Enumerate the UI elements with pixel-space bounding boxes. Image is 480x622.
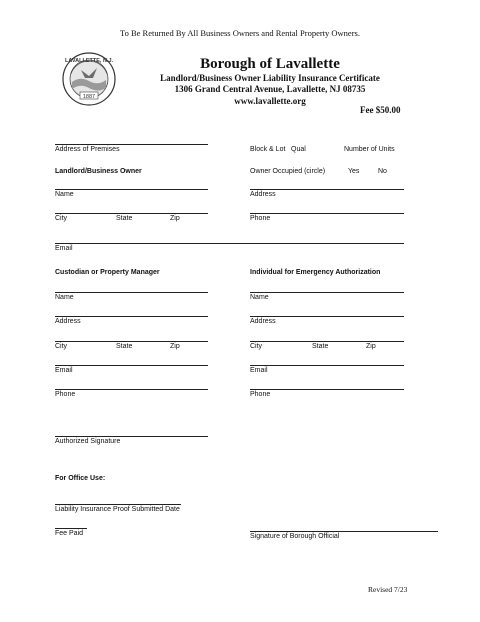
authorized-signature-line[interactable] [55,436,208,437]
owner-city-line[interactable] [55,213,208,214]
owner-email-line[interactable] [55,243,404,244]
emergency-city-line[interactable] [250,341,404,342]
custodian-name-label: Name [55,294,74,301]
proof-date-label: Liability Insurance Proof Submitted Date [55,506,180,513]
owner-name-label: Name [55,191,74,198]
custodian-zip-label: Zip [170,343,180,350]
address-of-premises-label: Address of Premises [55,146,120,153]
official-signature-line[interactable] [250,531,438,532]
owner-occupied-yes[interactable]: Yes [348,168,360,175]
custodian-phone-line[interactable] [55,389,208,390]
office-use-heading: For Office Use: [55,475,106,482]
revised-date: Revised 7/23 [368,585,408,594]
authorized-signature-label: Authorized Signature [55,438,121,445]
emergency-state-label: State [312,343,329,350]
borough-seal-logo [62,52,116,106]
custodian-heading: Custodian or Property Manager [55,269,160,276]
emergency-phone-line[interactable] [250,389,404,390]
emergency-email-line[interactable] [250,365,404,366]
emergency-address-label: Address [250,318,276,325]
emergency-address-line[interactable] [250,316,404,317]
emergency-heading: Individual for Emergency Authorization [250,269,381,276]
svg-text:LAVALLETTE, N.J.: LAVALLETTE, N.J. [64,58,114,64]
custodian-state-label: State [116,343,133,350]
owner-email-label: Email [55,245,73,252]
custodian-city-line[interactable] [55,341,208,342]
custodian-address-label: Address [55,318,81,325]
owner-phone-label: Phone [250,215,271,222]
svg-text:1887: 1887 [82,94,96,100]
number-of-units-label: Number of Units [344,146,395,153]
custodian-address-line[interactable] [55,316,208,317]
owner-heading: Landlord/Business Owner [55,168,142,175]
fee-paid-label: Fee Paid [55,530,84,537]
proof-date-line[interactable] [55,504,181,505]
emergency-name-label: Name [250,294,269,301]
form-title: Borough of Lavallette [200,56,340,72]
owner-address-label: Address [250,191,276,198]
custodian-email-line[interactable] [55,365,208,366]
emergency-phone-label: Phone [250,391,271,398]
official-signature-label: Signature of Borough Official [250,533,340,540]
owner-phone-line[interactable] [250,213,404,214]
form-subtitle: Landlord/Business Owner Liability Insurance Certificate [160,73,380,83]
owner-city-label: City [55,215,68,222]
emergency-email-label: Email [250,367,268,374]
owner-occupied-label: Owner Occupied (circle) [250,168,326,175]
custodian-city-label: City [55,343,68,350]
top-note: To Be Returned By All Business Owners and Rental Property Owners. [120,28,360,38]
emergency-city-label: City [250,343,263,350]
qual-label: Qual [291,146,306,153]
owner-zip-label: Zip [170,215,180,222]
emergency-zip-label: Zip [366,343,376,350]
borough-address: 1306 Grand Central Avenue, Lavallette, NJ 08735 [174,84,366,94]
borough-website[interactable]: www.lavallette.org [234,96,306,106]
fee-amount: Fee $50.00 [360,105,401,115]
custodian-name-line[interactable] [55,292,208,293]
owner-address-line[interactable] [250,189,404,190]
custodian-phone-label: Phone [55,391,76,398]
custodian-email-label: Email [55,367,73,374]
address-of-premises-line[interactable] [55,144,208,145]
fee-paid-line[interactable] [55,528,87,529]
owner-name-line[interactable] [55,189,208,190]
owner-occupied-no[interactable]: No [378,168,387,175]
owner-state-label: State [116,215,133,222]
block-lot-label: Block & Lot [250,146,286,153]
emergency-name-line[interactable] [250,292,404,293]
